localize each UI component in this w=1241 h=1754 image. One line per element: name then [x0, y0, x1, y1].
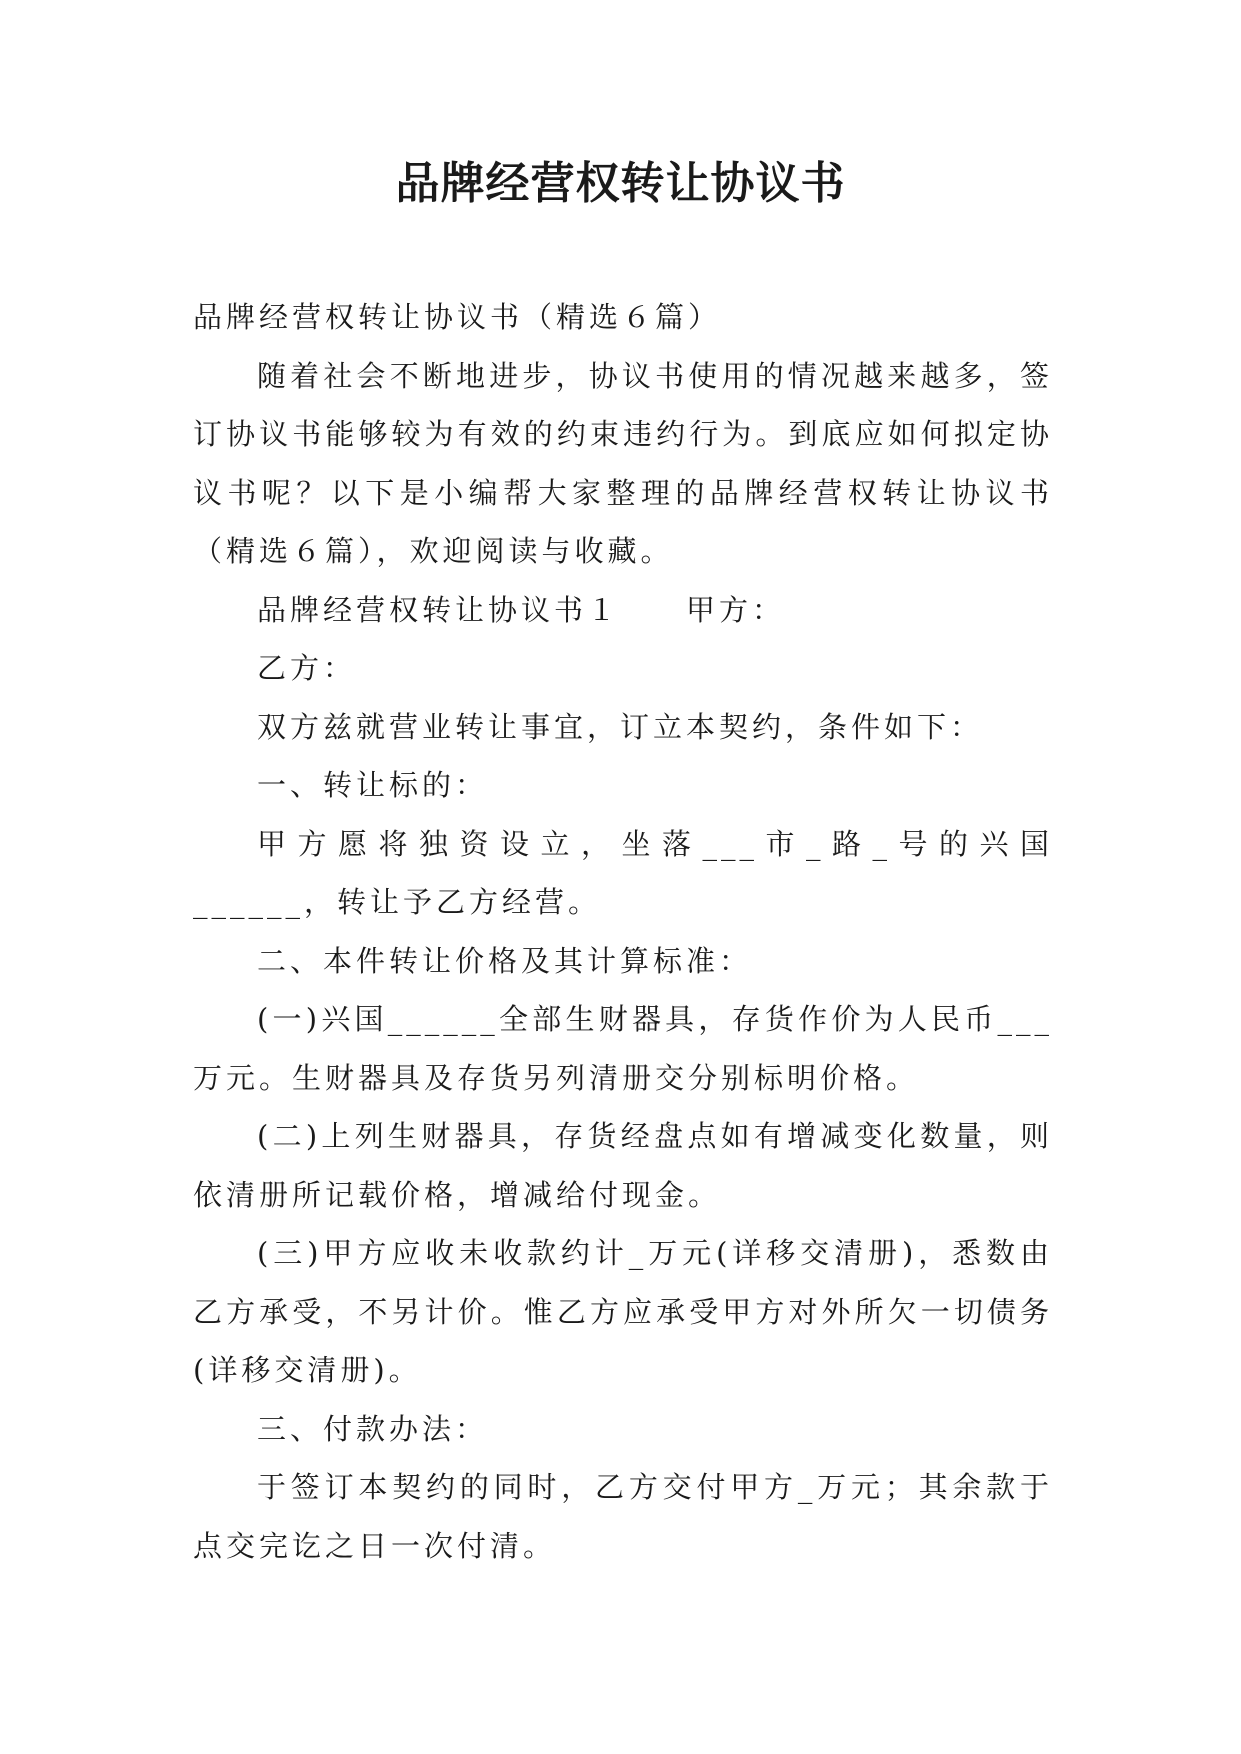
party-a-label: 甲方：	[686, 592, 786, 627]
document-title: 品牌经营权转让协议书	[395, 158, 846, 209]
intro-paragraph: 随着社会不断地进步，协议书使用的情况越来越多，签订协议书能够较为有效的约束违约行为。到底应如何拟定协议书呢？以下是小编帮大家整理的品牌经营权转让协议书（精选６篇），欢迎阅读与收藏。	[193, 358, 1053, 568]
clause-2-item-1: (一)兴国______全部生财器具，存货作价为人民币___万元。生财器具及存货另列清册交分别标明价格。	[193, 1002, 1053, 1095]
clause-1-text: 甲方愿将独资设立，坐落___市_路_号的兴国______，转让予乙方经营。	[193, 826, 1053, 919]
section-heading: 品牌经营权转让协议书１	[257, 592, 621, 627]
preamble-paragraph: 双方兹就营业转让事宜，订立本契约，条件如下：	[257, 709, 984, 744]
clause-2-item-3: (三)甲方应收未收款约计_万元(详移交清册)，悉数由乙方承受，不另计价。惟乙方应承受甲方对外所欠一切债务(详移交清册)。	[193, 1236, 1053, 1387]
document-subtitle: 品牌经营权转让协议书（精选６篇）	[193, 300, 722, 334]
clause-2-item-2: (二)上列生财器具，存货经盘点如有增减变化数量，则依清册所记载价格，增减给付现金。	[193, 1119, 1053, 1212]
clause-3-title: 三、付款办法：	[257, 1411, 489, 1446]
document-body	[193, 288, 1053, 1575]
section-heading-line	[193, 581, 1053, 640]
clause-1-title: 一、转让标的：	[257, 768, 489, 802]
clause-3-text: 于签订本契约的同时，乙方交付甲方_万元；其余款于点交完讫之日一次付清。	[193, 1470, 1053, 1563]
party-b-label: 乙方：	[257, 651, 357, 685]
clause-2-title: 二、本件转让价格及其计算标准：	[257, 943, 753, 978]
